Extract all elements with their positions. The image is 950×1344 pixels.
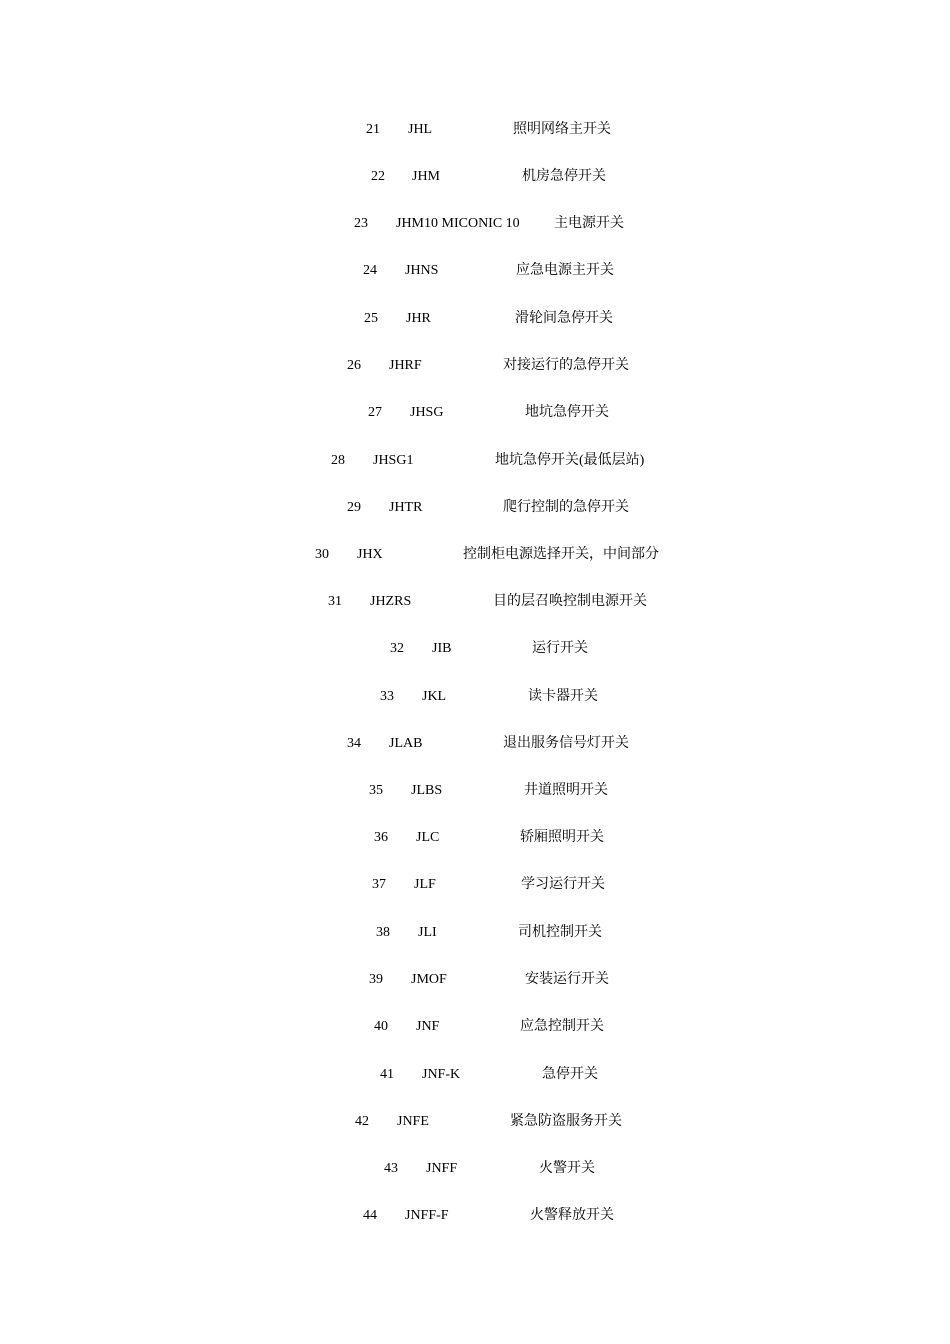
list-item — [0, 212, 950, 236]
list-item — [0, 401, 950, 425]
entry-number: 43 — [384, 1161, 398, 1176]
list-item — [0, 1157, 950, 1181]
entry-code: JNFE — [397, 1114, 429, 1129]
list-item — [0, 496, 950, 520]
entry-description: 学习运行开关 — [521, 877, 605, 892]
entry-number: 41 — [380, 1067, 394, 1082]
entry-description: 滑轮间急停开关 — [515, 311, 613, 326]
list-item — [0, 1204, 950, 1228]
entry-description: 爬行控制的急停开关 — [503, 500, 629, 515]
entry-description: 井道照明开关 — [524, 783, 608, 798]
entry-code: JHM10 MICONIC 10 — [396, 216, 520, 231]
list-item — [0, 354, 950, 378]
entry-description: 运行开关 — [532, 641, 588, 656]
entry-description: 火警释放开关 — [530, 1208, 614, 1223]
entry-description: 应急电源主开关 — [516, 263, 614, 278]
entry-description: 地坑急停开关(最低层站) — [495, 453, 645, 468]
entry-number: 26 — [347, 358, 361, 373]
entry-code: JHSG1 — [373, 453, 414, 468]
entry-number: 35 — [369, 783, 383, 798]
entry-number: 31 — [328, 594, 342, 609]
entry-code: JLF — [414, 877, 436, 892]
list-item — [0, 685, 950, 709]
entry-number: 36 — [374, 830, 388, 845]
entry-code: JNF — [416, 1019, 440, 1034]
entry-code: JHRF — [389, 358, 422, 373]
list-item — [0, 165, 950, 189]
entry-number: 40 — [374, 1019, 388, 1034]
entry-description: 司机控制开关 — [518, 925, 602, 940]
list-item — [0, 590, 950, 614]
list-item — [0, 307, 950, 331]
entry-code: JNF-K — [422, 1067, 461, 1082]
list-item — [0, 637, 950, 661]
entry-number: 28 — [331, 453, 345, 468]
entry-code: JIB — [432, 641, 452, 656]
entry-code: JNFF — [426, 1161, 458, 1176]
entry-number: 21 — [366, 122, 380, 137]
entry-code: JNFF-F — [405, 1208, 449, 1223]
list-item — [0, 968, 950, 992]
entry-number: 38 — [376, 925, 390, 940]
entry-description: 火警开关 — [539, 1161, 595, 1176]
list-item — [0, 732, 950, 756]
entry-number: 23 — [354, 216, 368, 231]
entry-number: 33 — [380, 689, 394, 704]
entry-code: JHTR — [389, 500, 423, 515]
entry-description: 安装运行开关 — [525, 972, 609, 987]
entry-code: JMOF — [411, 972, 447, 987]
list-item — [0, 779, 950, 803]
list-item — [0, 1015, 950, 1039]
entry-code: JLC — [416, 830, 440, 845]
entry-description: 主电源开关 — [554, 216, 624, 231]
entry-number: 42 — [355, 1114, 369, 1129]
list-item — [0, 118, 950, 142]
entry-number: 30 — [315, 547, 329, 562]
entry-number: 22 — [371, 169, 385, 184]
entry-description: 照明网络主开关 — [513, 122, 611, 137]
entry-number: 44 — [363, 1208, 377, 1223]
entry-code: JHZRS — [370, 594, 412, 609]
list-item — [0, 543, 950, 567]
entry-description: 轿厢照明开关 — [520, 830, 604, 845]
entry-description: 紧急防盗服务开关 — [510, 1114, 622, 1129]
entry-number: 39 — [369, 972, 383, 987]
entry-description: 机房急停开关 — [522, 169, 606, 184]
entry-code: JLI — [418, 925, 437, 940]
entry-description: 地坑急停开关 — [525, 405, 609, 420]
entry-description: 急停开关 — [542, 1067, 598, 1082]
entry-number: 37 — [372, 877, 386, 892]
entry-description: 目的层召唤控制电源开关 — [493, 594, 647, 609]
entry-code: JHSG — [410, 405, 444, 420]
entry-description: 对接运行的急停开关 — [503, 358, 629, 373]
entry-number: 27 — [368, 405, 382, 420]
list-item — [0, 1063, 950, 1087]
entry-code: JHL — [408, 122, 433, 137]
entry-number: 34 — [347, 736, 361, 751]
entry-number: 24 — [363, 263, 377, 278]
list-item — [0, 921, 950, 945]
entry-number: 29 — [347, 500, 361, 515]
entry-code: JLAB — [389, 736, 423, 751]
list-item — [0, 259, 950, 283]
list-item — [0, 449, 950, 473]
entry-description: 控制柜电源选择开关，中间部分 — [463, 547, 659, 562]
entry-number: 25 — [364, 311, 378, 326]
list-item — [0, 873, 950, 897]
entry-code: JKL — [422, 689, 447, 704]
entry-code: JLBS — [411, 783, 443, 798]
entry-code: JHR — [406, 311, 431, 326]
entry-description: 应急控制开关 — [520, 1019, 604, 1034]
entry-code: JHM — [412, 169, 441, 184]
list-item — [0, 1110, 950, 1134]
entry-code: JHX — [357, 547, 383, 562]
entry-description: 读卡器开关 — [528, 689, 598, 704]
entry-code: JHNS — [405, 263, 439, 278]
entry-description: 退出服务信号灯开关 — [503, 736, 629, 751]
list-item — [0, 826, 950, 850]
entry-number: 32 — [390, 641, 404, 656]
